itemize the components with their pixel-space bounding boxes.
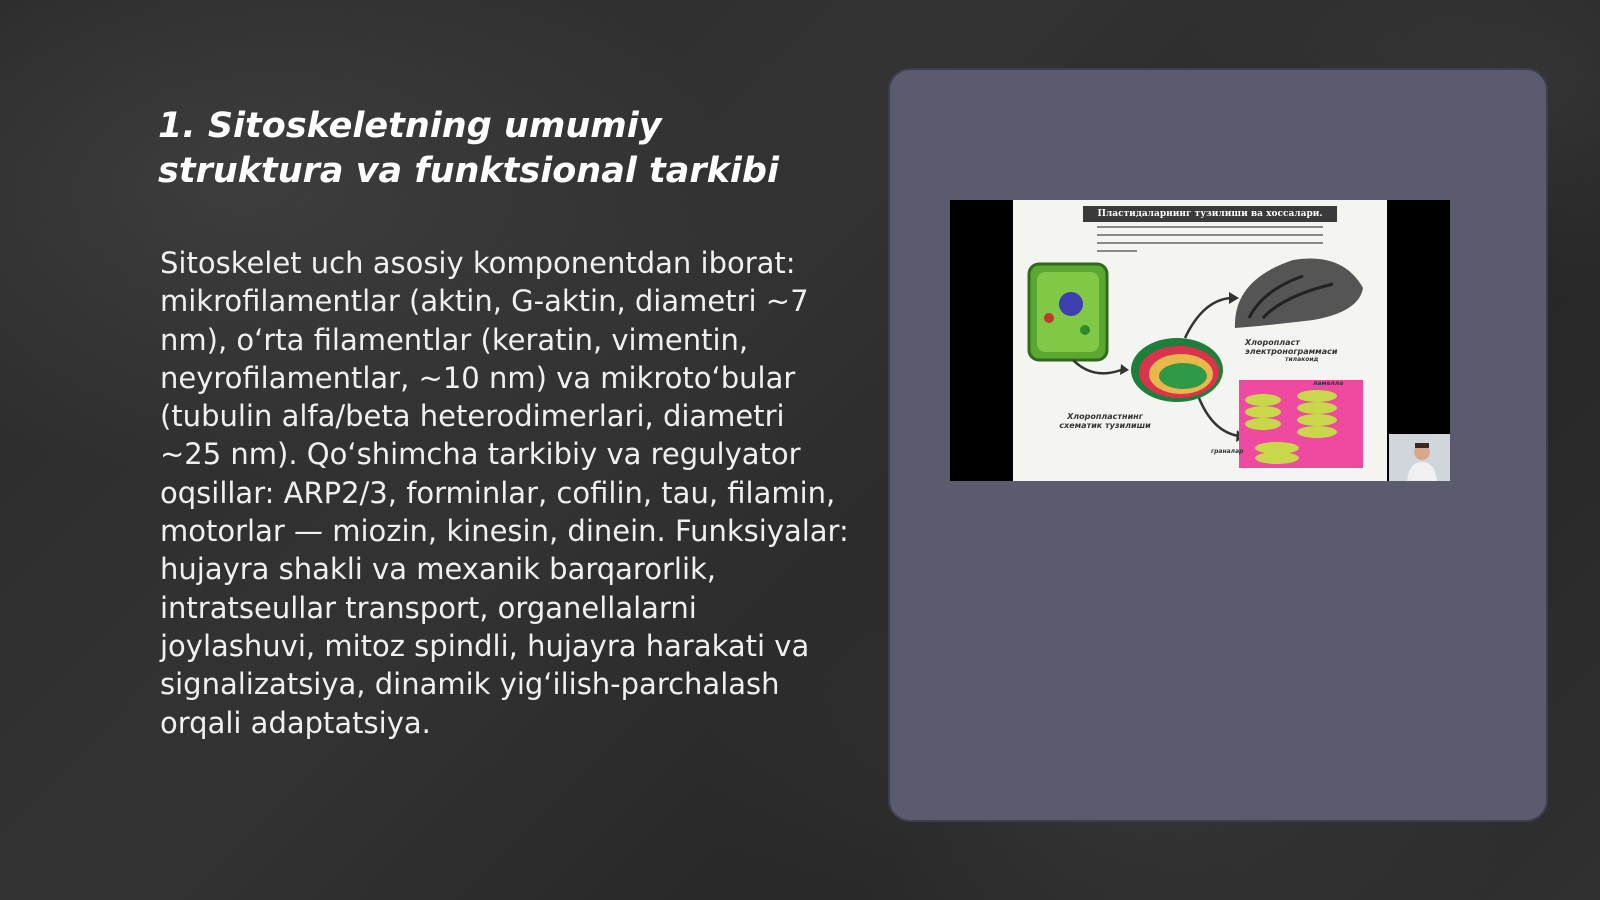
person-avatar-icon — [1389, 434, 1450, 481]
embedded-document-page — [1013, 200, 1387, 481]
slide-body-text: Sitoskelet uch asosiy komponentdan iborat: mikrofilamentlar (aktin, G-aktin, diametri ~7 nm), o‘rta filamentlar (keratin, vimentin, neyrofilamentlar, ~10 nm) va mikroto‘bular (tubulin alfa/beta heterodimerlari, diametri ~25 nm). Qo‘shimcha tarkibiy va regulyator oqsillar: ARP2/3, forminlar, cofilin, tau, filamin, motorlar — miozin, kinesin, dinein. Funksiyalar: hujayra shakli va mexanik barqarorlik, intratseullar transport, organellalarni joylashuvi, mitoz spindli, hujayra harakati va signalizatsiya, dinamik yig‘ilish-parchalash orqali adaptatsiya. — [160, 246, 849, 740]
arrow-icon — [1073, 360, 1121, 373]
arrow-icon — [1185, 298, 1231, 338]
slide-title: 1. Sitoskeletning umumiy struktura va funktsional tarkibi — [158, 106, 779, 191]
embedded-video-screenshot[interactable] — [950, 200, 1450, 481]
arrow-icon — [1199, 398, 1239, 436]
chloroplast-micrograph-icon — [1235, 259, 1363, 328]
presenter-webcam-thumbnail — [1389, 434, 1450, 481]
caption-lamella: ламелла — [1313, 380, 1344, 387]
embedded-document-title: Пластидаларнинг тузилиши ва хоссалари. — [1083, 206, 1337, 222]
chloroplast-schematic-icon — [1131, 338, 1223, 402]
caption-chloroplast-schematic: Хлоропластнинг схематик тузилиши — [1059, 412, 1151, 430]
caption-thylakoid: тилакоид — [1285, 356, 1319, 363]
plant-cell-icon — [1029, 264, 1107, 360]
grana-icon — [1239, 380, 1363, 468]
caption-chloroplast-micrograph: Хлоропласт электронограммаси — [1245, 338, 1338, 356]
caption-grana: граналар — [1211, 448, 1244, 455]
